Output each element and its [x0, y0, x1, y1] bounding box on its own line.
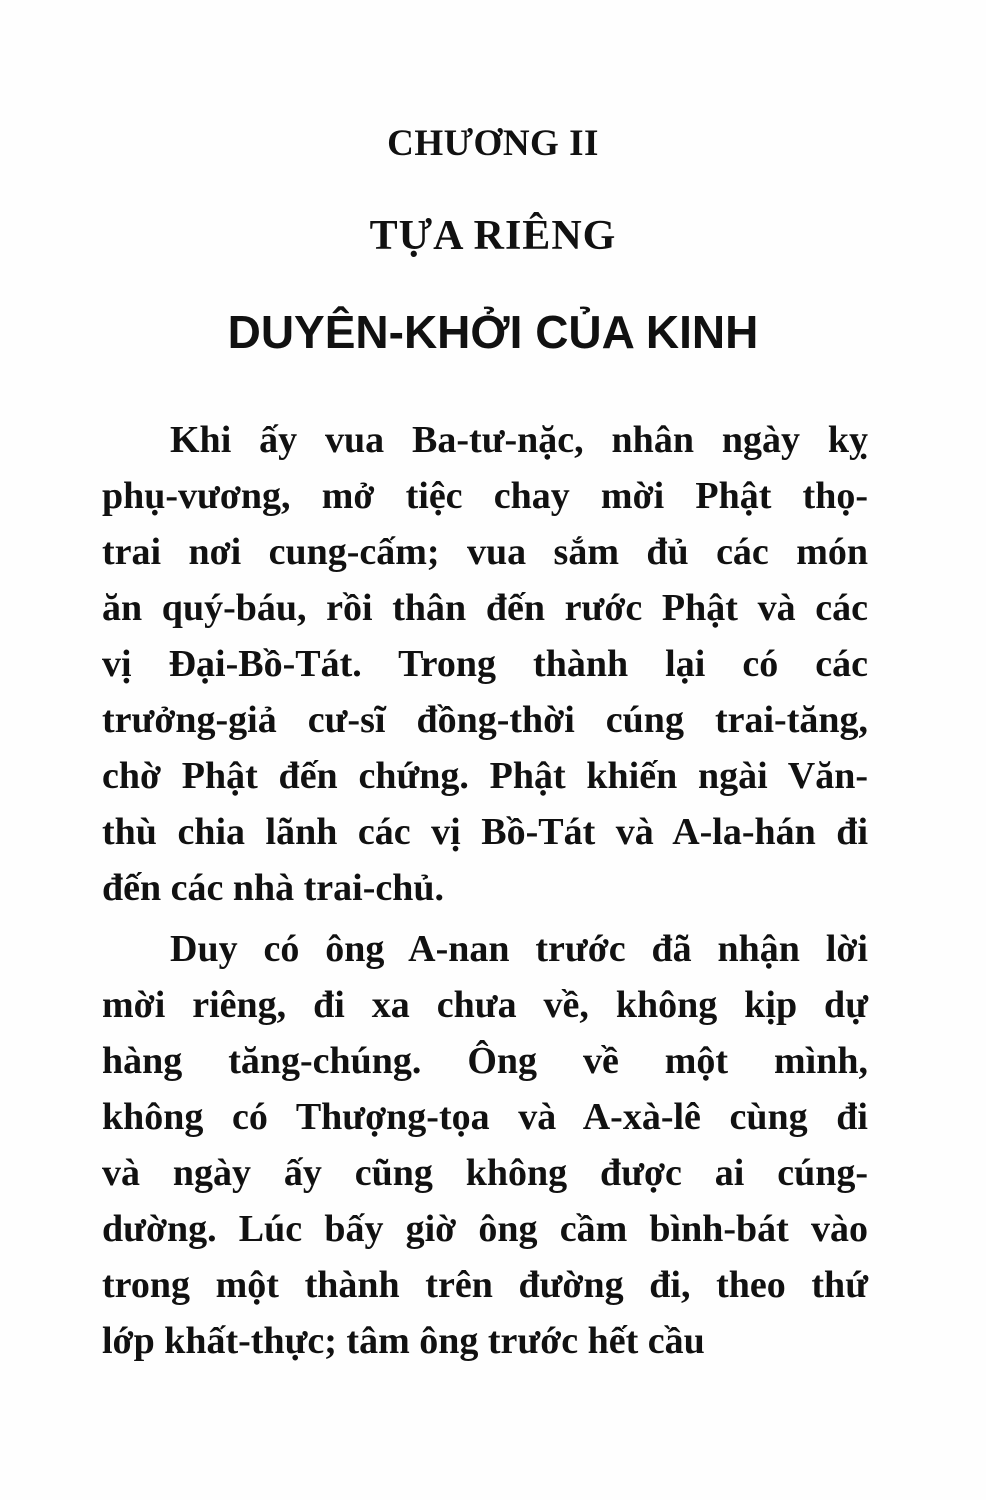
text-line: và ngày ấy cũng không được ai cúng-	[102, 1152, 868, 1194]
text-line: trai nơi cung-cấm; vua sắm đủ các món	[102, 531, 868, 573]
text-line: đến các nhà trai-chủ.	[102, 867, 444, 909]
text-line: không có Thượng-tọa và A-xà-lê cùng đi	[102, 1096, 868, 1138]
text-line: mời riêng, đi xa chưa về, không kịp dự	[102, 984, 868, 1026]
text-line: Duy có ông A-nan trước đã nhận lời	[170, 928, 868, 970]
text-line: lớp khất-thực; tâm ông trước hết cầu	[102, 1320, 705, 1362]
text-line: trưởng-giả cư-sĩ đồng-thời cúng trai-tăng,	[102, 699, 868, 741]
text-line: thù chia lãnh các vị Bồ-Tát và A-la-hán đi	[102, 811, 868, 853]
text-line: chờ Phật đến chứng. Phật khiến ngài Văn-	[102, 755, 868, 797]
section-heading: DUYÊN-KHỞI CỦA KINH	[227, 306, 759, 358]
text-line: phụ-vương, mở tiệc chay mời Phật thọ-	[102, 475, 868, 517]
text-line: ăn quý-báu, rồi thân đến rước Phật và các	[102, 587, 868, 629]
text-line: Khi ấy vua Ba-tư-nặc, nhân ngày kỵ	[170, 419, 868, 461]
text-line: dường. Lúc bấy giờ ông cầm bình-bát vào	[102, 1208, 868, 1250]
text-line: trong một thành trên đường đi, theo thứ	[102, 1264, 868, 1306]
text-line: hàng tăng-chúng. Ông về một mình,	[102, 1040, 868, 1082]
text-line: vị Đại-Bồ-Tát. Trong thành lại có các	[102, 643, 868, 685]
section-subtitle: TỰA RIÊNG	[369, 213, 617, 259]
chapter-title: CHƯƠNG II	[387, 123, 599, 164]
paragraph-1	[102, 412, 868, 916]
paragraph-2	[102, 921, 868, 1369]
